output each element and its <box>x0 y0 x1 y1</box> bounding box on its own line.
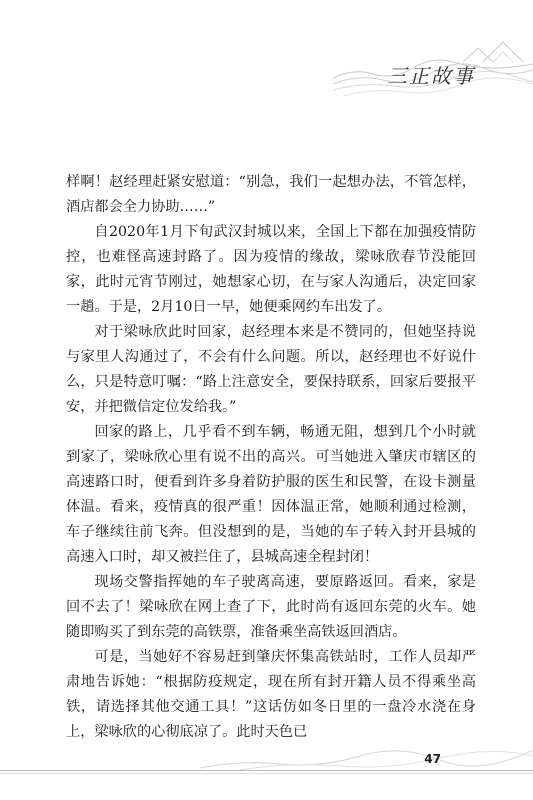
paragraph: 样啊！赵经理赶紧安慰道：“别急，我们一起想办法，不管怎样，酒店都会全力协助……” <box>66 174 476 215</box>
paragraph: 现场交警指挥她的车子驶离高速，要原路返回。看来，家是回不去了！梁咏欣在网上查了下，此时尚有返回东莞的火车。她随即购买了到东莞的高铁票，准备乘坐高铁返回酒店。 <box>66 574 476 640</box>
paragraph: 自2020年1月下旬武汉封城以来，全国上下都在加强疫情防控，也难怪高速封路了。因为疫情的缘故，梁咏欣春节没能回家，此时元宵节刚过，她想家心切，在与家人沟通后，决定回家一趟。于是，2月10日一早，她便乘网约车出发了。 <box>66 224 476 315</box>
paragraph: 对于梁咏欣此时回家，赵经理本来是不赞同的，但她坚持说与家里人沟通过了，不会有什么问题。所以，赵经理也不好说什么，只是特意叮嘱：“路上注意安全，要保持联系，回家后要报平安，并把微信定位发给我。” <box>66 324 476 415</box>
paragraph: 回家的路上，几乎看不到车辆，畅通无阻，想到几个小时就到家了，梁咏欣心里有说不出的高兴。可当她进入肇庆市辖区的高速路口时，便看到许多身着防护服的医生和民警，在设卡测量体温。看来，疫情真的很严重！因体温正常，她顺利通过检测，车子继续往前飞奔。但没想到的是，当她的车子转入封开县城的高速入口时，却又被拦住了，县城高速全程封闭！ <box>66 424 476 565</box>
footer-divider-secondary <box>0 773 533 774</box>
paragraph: 可是，当她好不容易赶到肇庆怀集高铁站时，工作人员却严肃地告诉她：“根据防疫规定，现在所有封开籍人员不得乘坐高铁，请选择其他交通工具！”这话仿如冬日里的一盘冷水浇在身上，梁咏欣的心彻底凉了。此时天色已 <box>66 649 476 740</box>
page-number: 47 <box>424 752 441 766</box>
section-title: 三正故事 <box>387 64 475 88</box>
article-body <box>66 170 476 745</box>
footer-wave-decoration <box>200 740 533 772</box>
footer-divider <box>0 770 533 771</box>
